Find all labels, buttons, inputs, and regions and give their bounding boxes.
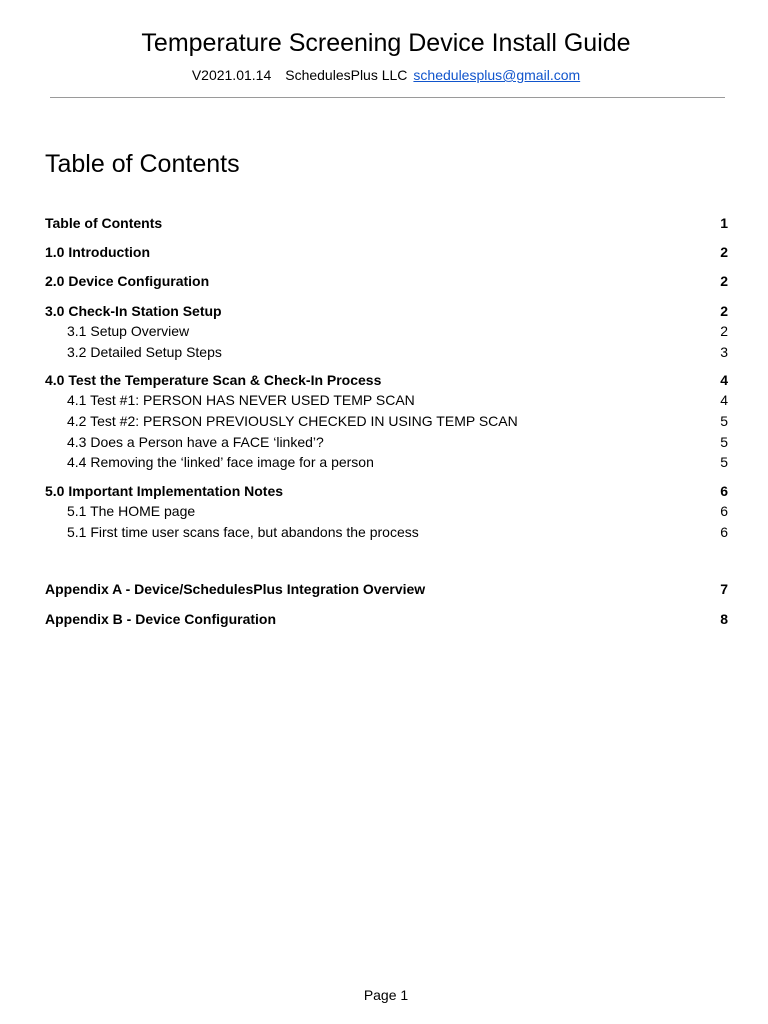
toc-entry[interactable] [45,371,728,389]
document-title: Temperature Screening Device Install Guide [141,29,631,57]
toc-entry-text: 1.0 Introduction [45,244,150,260]
toc-entry-page: 6 [720,483,728,499]
toc-entry[interactable] [45,243,728,261]
page-number: Page 1 [363,987,409,1003]
document-version: V2021.01.14 [191,67,272,83]
toc-entry-text: 4.3 Does a Person have a FACE ‘linked’? [67,434,324,450]
toc-entry[interactable] [45,272,728,290]
toc-entry-text: 5.1 The HOME page [67,503,196,519]
toc-entry-text: Appendix B - Device Configuration [45,611,277,627]
toc-entry-text: 4.4 Removing the ‘linked’ face image for a person [67,454,374,470]
toc-entry-page: 5 [720,413,728,429]
toc-entry-text: Appendix A - Device/SchedulesPlus Integration Overview [45,581,426,597]
toc-entry[interactable] [45,453,728,471]
toc-entry-text: 3.2 Detailed Setup Steps [67,344,222,360]
toc-entry[interactable] [45,214,728,232]
toc-entry-page: 2 [720,323,728,339]
toc-entry-page: 5 [720,434,728,450]
toc-entry[interactable] [45,412,728,430]
toc-entry-text: 2.0 Device Configuration [45,273,210,289]
toc-entry-text: 5.1 First time user scans face, but abandons the process [67,524,419,540]
toc-entry-text: 4.0 Test the Temperature Scan & Check-In Process [45,372,382,388]
toc-entry-text: 5.0 Important Implementation Notes [45,483,284,499]
toc-entry-page: 6 [720,503,728,519]
toc-entry[interactable] [45,523,728,541]
toc-entry[interactable] [45,610,728,628]
company-name: SchedulesPlus LLC [285,67,408,83]
toc-heading: Table of Contents [45,150,240,178]
header-divider [50,97,725,98]
toc-entry-text: 3.0 Check-In Station Setup [45,303,222,319]
toc-entry[interactable] [45,433,728,451]
toc-entry-page: 7 [720,581,728,597]
toc-entry[interactable] [45,482,728,500]
toc-entry-text: 4.2 Test #2: PERSON PREVIOUSLY CHECKED IN USING TEMP SCAN [67,413,518,429]
toc-entry-text: 3.1 Setup Overview [67,323,190,339]
toc-entry[interactable] [45,302,728,320]
toc-entry-page: 3 [720,344,728,360]
toc-entry[interactable] [45,502,728,520]
toc-entry-text: Table of Contents [45,215,163,231]
toc-entry-page: 4 [720,372,728,388]
toc-entry[interactable] [45,343,728,361]
toc-entry[interactable] [45,391,728,409]
toc-entry-page: 6 [720,524,728,540]
toc-entry-page: 5 [720,454,728,470]
toc-entry-page: 2 [720,273,728,289]
toc-entry-text: 4.1 Test #1: PERSON HAS NEVER USED TEMP SCAN [67,392,415,408]
toc-entry-page: 2 [720,244,728,260]
email-link[interactable]: schedulesplus@gmail.com [413,67,581,83]
toc-entry[interactable] [45,580,728,598]
toc-entry[interactable] [45,322,728,340]
toc-entry-page: 1 [720,215,728,231]
document-subtitle [0,66,768,84]
toc-entry-page: 8 [720,611,728,627]
toc-entry-page: 4 [720,392,728,408]
toc-entry-page: 2 [720,303,728,319]
